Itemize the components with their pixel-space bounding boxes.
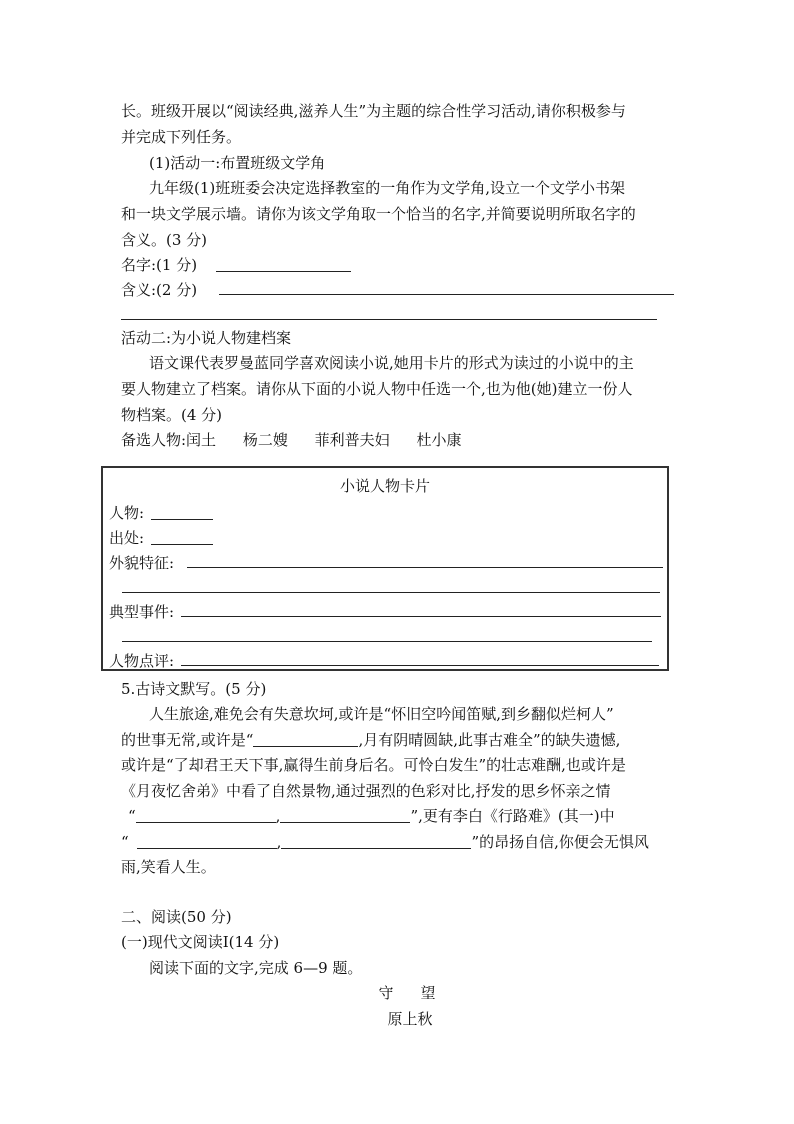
candidate-item: 杜小康 bbox=[416, 431, 462, 449]
q5-title: 5.古诗文默写。(5 分) bbox=[121, 680, 267, 698]
candidates-row bbox=[121, 430, 461, 450]
candidates-label: 备选人物:闰土 bbox=[121, 431, 217, 449]
q5-line-6 bbox=[121, 832, 649, 852]
q5-line-7: 雨,笑看人生。 bbox=[121, 858, 216, 876]
card-person-blank[interactable] bbox=[151, 505, 213, 520]
activity1-para-1: 九年级(1)班班委会决定选择教室的一角作为文学角,设立一个文学小书架 bbox=[149, 179, 626, 197]
q5-blank-1[interactable] bbox=[253, 732, 358, 747]
card-event-blank-1[interactable] bbox=[181, 616, 661, 617]
activity2-para-3: 物档案。(4 分) bbox=[121, 406, 223, 424]
name-answer-blank[interactable] bbox=[216, 257, 351, 272]
activity1-para-2: 和一块文学展示墙。请你为该文学角取一个恰当的名字,并简要说明所取名字的 bbox=[121, 205, 636, 223]
q5-blank-3[interactable] bbox=[280, 808, 410, 823]
q5-open-quote-2: “ bbox=[121, 833, 129, 851]
q5-line-3: 或许是“了却君王天下事,赢得生前身后名。可怜白发生”的壮志难酬,也或许是 bbox=[121, 756, 626, 774]
q5-line-2-start: 的世事无常,或许是“ bbox=[121, 731, 254, 749]
activity1-title: (1)活动一:布置班级文学角 bbox=[149, 154, 326, 172]
section2-subtitle: (一)现代文阅读Ⅰ(14 分) bbox=[121, 933, 280, 951]
card-person-label: 人物: bbox=[109, 504, 145, 522]
activity2-para-1: 语文课代表罗曼蓝同学喜欢阅读小说,她用卡片的形式为读过的小说中的主 bbox=[149, 354, 634, 372]
card-appearance-blank-2[interactable] bbox=[122, 592, 660, 593]
q5-line-2-end: ,月有阴晴圆缺,此事古难全”的缺失遗憾, bbox=[358, 731, 621, 749]
q5-blank-4[interactable] bbox=[137, 834, 277, 849]
q5-comma: , bbox=[275, 807, 281, 825]
intro-line-1: 长。班级开展以“阅读经典,滋养人生”为主题的综合性学习活动,请你积极参与 bbox=[121, 102, 626, 120]
candidate-item: 杨二嫂 bbox=[242, 431, 288, 449]
activity2-title: 活动二:为小说人物建档案 bbox=[121, 329, 292, 347]
name-field-label: 名字:(1 分) bbox=[121, 256, 198, 274]
card-comment-label: 人物点评: bbox=[109, 652, 175, 670]
meaning-answer-blank-1[interactable] bbox=[219, 294, 674, 295]
meaning-field-label: 含义:(2 分) bbox=[121, 281, 198, 299]
card-title: 小说人物卡片 bbox=[339, 477, 430, 495]
section2-title: 二、阅读(50 分) bbox=[121, 908, 232, 926]
card-appearance-row bbox=[109, 553, 174, 573]
q5-line-5 bbox=[128, 806, 615, 826]
card-event-row bbox=[109, 602, 174, 622]
activity2-para-2: 要人物建立了档案。请你从下面的小说人物中任选一个,也为他(她)建立一份人 bbox=[121, 380, 633, 398]
q5-line-6-end: ”的昂扬自信,你便会无惧风 bbox=[471, 833, 649, 851]
article-author: 原上秋 bbox=[387, 1010, 433, 1028]
candidate-item: 菲利普夫妇 bbox=[314, 431, 390, 449]
card-appearance-label: 外貌特征: bbox=[109, 554, 175, 572]
card-person-row bbox=[109, 503, 213, 523]
meaning-answer-blank-2[interactable] bbox=[121, 319, 657, 320]
card-comment-row bbox=[109, 651, 174, 671]
meaning-field-row bbox=[121, 280, 197, 300]
q5-line-5-end: ”,更有李白《行路难》(其一)中 bbox=[410, 807, 615, 825]
q5-blank-2[interactable] bbox=[136, 808, 276, 823]
q5-blank-5[interactable] bbox=[281, 834, 471, 849]
card-source-row bbox=[109, 528, 213, 548]
reading-instruction: 阅读下面的文字,完成 6—9 题。 bbox=[149, 959, 363, 977]
card-event-label: 典型事件: bbox=[109, 603, 175, 621]
card-source-blank[interactable] bbox=[151, 530, 213, 545]
card-comment-blank[interactable] bbox=[181, 665, 659, 666]
q5-open-quote: “ bbox=[128, 807, 136, 825]
intro-line-2: 并完成下列任务。 bbox=[121, 128, 242, 146]
article-title: 守 望 bbox=[378, 984, 442, 1002]
activity1-para-3: 含义。(3 分) bbox=[121, 231, 208, 249]
card-source-label: 出处: bbox=[109, 529, 145, 547]
name-field-row bbox=[121, 255, 351, 275]
q5-line-1: 人生旅途,难免会有失意坎坷,或许是“怀旧空吟闻笛赋,到乡翻似烂柯人” bbox=[149, 705, 614, 723]
card-appearance-blank-1[interactable] bbox=[187, 567, 663, 568]
q5-line-2 bbox=[121, 730, 620, 750]
q5-comma-2: , bbox=[276, 833, 282, 851]
card-event-blank-2[interactable] bbox=[122, 641, 652, 642]
q5-line-4: 《月夜忆舍弟》中看了自然景物,通过强烈的色彩对比,抒发的思乡怀亲之情 bbox=[121, 782, 611, 800]
